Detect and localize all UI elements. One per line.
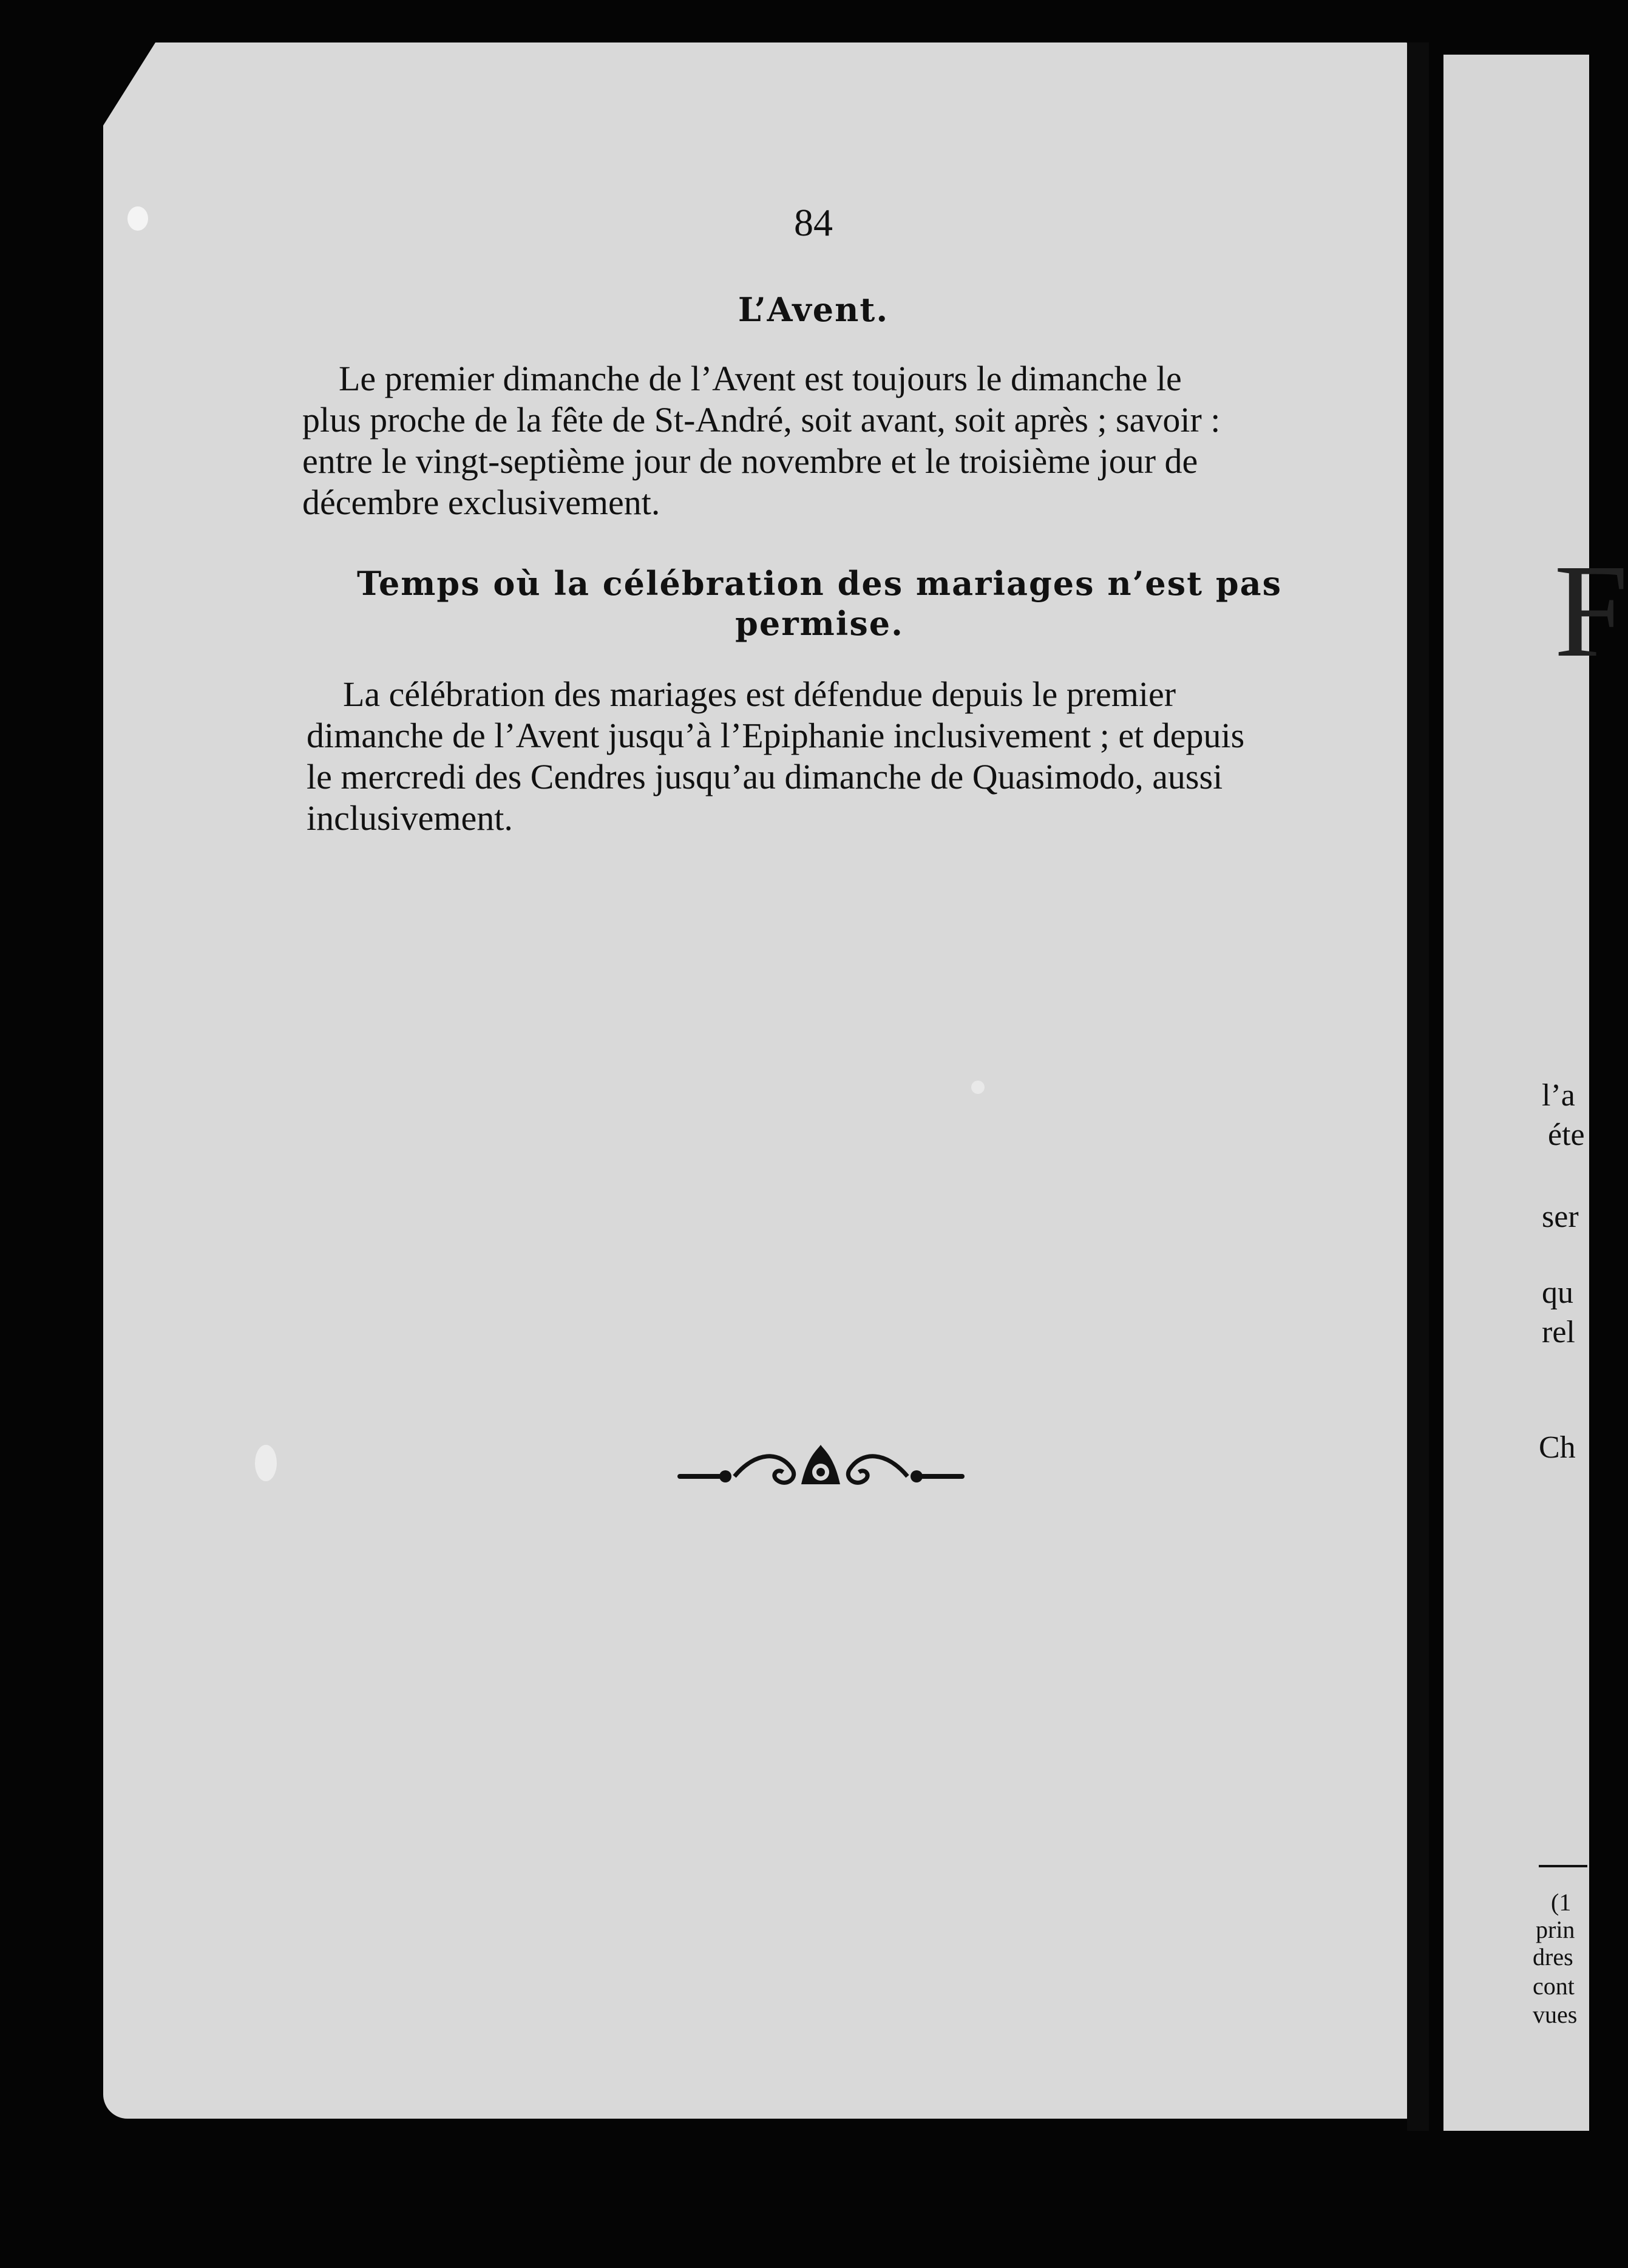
heading-line: permise. (735, 604, 904, 643)
right-page-fragment: éte (1548, 1118, 1585, 1152)
page-number: 84 (794, 201, 833, 244)
right-page-initial: F (1554, 537, 1628, 685)
section-heading-avent: L’Avent. (738, 290, 889, 329)
right-page-fragment: ser (1542, 1200, 1579, 1234)
paragraph-avent (302, 358, 1334, 523)
paper-speck (255, 1445, 277, 1481)
paragraph-line: La célébration des mariages est défendue depuis le premier (343, 674, 1176, 714)
paragraph-line: le mercredi des Cendres jusqu’au dimanche de Quasimodo, aussi (307, 757, 1223, 796)
right-page-fragment: vues (1533, 2001, 1578, 2028)
right-page-rule (1539, 1865, 1587, 1867)
paper-speck (127, 206, 148, 231)
paragraph-line: inclusivement. (307, 798, 513, 838)
right-page-fragment: qu (1542, 1275, 1573, 1310)
right-page-fragment: rel (1542, 1315, 1575, 1350)
right-page-fragment: prin (1536, 1916, 1575, 1943)
right-page-fragment: dres (1533, 1943, 1573, 1971)
section-heading-mariages (297, 563, 1341, 643)
paper-speck (971, 1081, 985, 1094)
paragraph-line: plus proche de la fête de St-André, soit avant, soit après ; savoir : (302, 400, 1221, 440)
right-page-fragment: l’a (1542, 1078, 1575, 1113)
right-page-fragment: Ch (1539, 1430, 1576, 1465)
paragraph-line: décembre exclusivement. (302, 483, 660, 522)
paragraph-line: Le premier dimanche de l’Avent est toujours le dimanche le (339, 359, 1182, 398)
right-page-fragment: (1 (1551, 1889, 1572, 1916)
paragraph-line: entre le vingt-septième jour de novembre et le troisième jour de (302, 441, 1198, 481)
left-page (103, 42, 1408, 2119)
right-page-fragment: cont (1533, 1972, 1575, 2000)
decorative-ornament-icon (677, 1439, 965, 1499)
paragraph-mariages (307, 674, 1338, 839)
paragraph-line: dimanche de l’Avent jusqu’à l’Epiphanie inclusivement ; et depuis (307, 716, 1245, 755)
heading-line: Temps où la célébration des mariages n’est pas (356, 564, 1283, 603)
book-spine (1407, 42, 1429, 2131)
